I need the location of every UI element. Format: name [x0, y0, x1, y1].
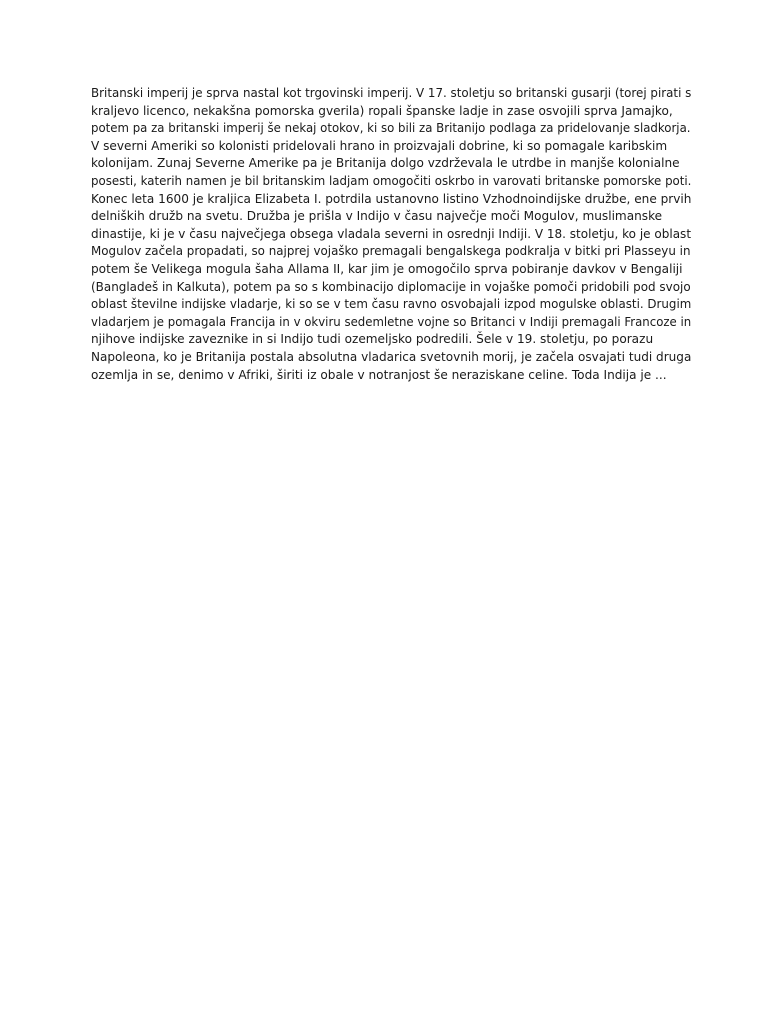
paragraph-line: vladarjem je pomagala Francija in v okviru sedemletne vojne so Britanci v Indiji premagali Francoze in: [91, 314, 692, 329]
paragraph-line: potem še Velikega mogula šaha Allama II, kar jim je omogočilo sprva pobiranje davkov v Bengaliji: [91, 261, 683, 276]
paragraph-line: potem pa za britanski imperij še nekaj otokov, ki so bili za Britanijo podlaga za pridelovanje sladkorja.: [91, 121, 691, 136]
paragraph-line: delniških družb na svetu. Družba je prišla v Indijo v času največje moči Mogulov, muslimanske: [91, 209, 663, 224]
paragraph-line: Konec leta 1600 je kraljica Elizabeta I. potrdila ustanovno listino Vzhodnoindijske družbe, ene prvih: [91, 191, 692, 206]
paragraph-line: kolonijam. Zunaj Severne Amerike pa je Britanija dolgo vzdrževala le utrdbe in manjše kolonialne: [91, 156, 680, 171]
paragraph-line: Britanski imperij je sprva nastal kot trgovinski imperij. V 17. stoletju so britanski gusarji (torej pirati s: [91, 86, 692, 100]
paragraph-line: (Bangladeš in Kalkuta), potem pa so s kombinacijo diplomacije in vojaške pomoči pridobili pod svojo: [91, 279, 691, 294]
paragraph-line: kraljevo licenco, nekakšna pomorska gverila) ropali španske ladje in zase osvojili sprva Jamajko,: [91, 103, 673, 118]
paragraph-line: njihove indijske zaveznike in si Indijo tudi ozemeljsko podredili. Šele v 19. stoletju, po porazu: [91, 332, 654, 347]
paragraph-line: Mogulov začela propadati, so najprej vojaško premagali bengalskega podkralja v bitki pri Plasseyu in: [91, 244, 691, 259]
body-paragraph: [91, 85, 691, 384]
paragraph-line: oblast številne indijske vladarje, ki so se v tem času ravno osvobajali izpod mogulske oblasti. Drugim: [91, 297, 692, 312]
paragraph-line: Napoleona, ko je Britanija postala absolutna vladarica svetovnih morij, je začela osvajati tudi druga: [91, 349, 692, 364]
paragraph-line: posesti, katerih namen je bil britanskim ladjam omogočiti oskrbo in varovati britanske pomorske poti.: [91, 173, 692, 188]
paragraph-line: ozemlja in se, denimo v Afriki, širiti iz obale v notranjost še neraziskane celine. Toda Indija je ...: [91, 367, 667, 382]
paragraph-line: dinastije, ki je v času največjega obsega vladala severni in osrednji Indiji. V 18. stoletju, ko je oblast: [91, 226, 692, 241]
paragraph-line: V severni Ameriki so kolonisti pridelovali hrano in proizvajali dobrine, ki so pomagale karibskim: [91, 138, 668, 153]
